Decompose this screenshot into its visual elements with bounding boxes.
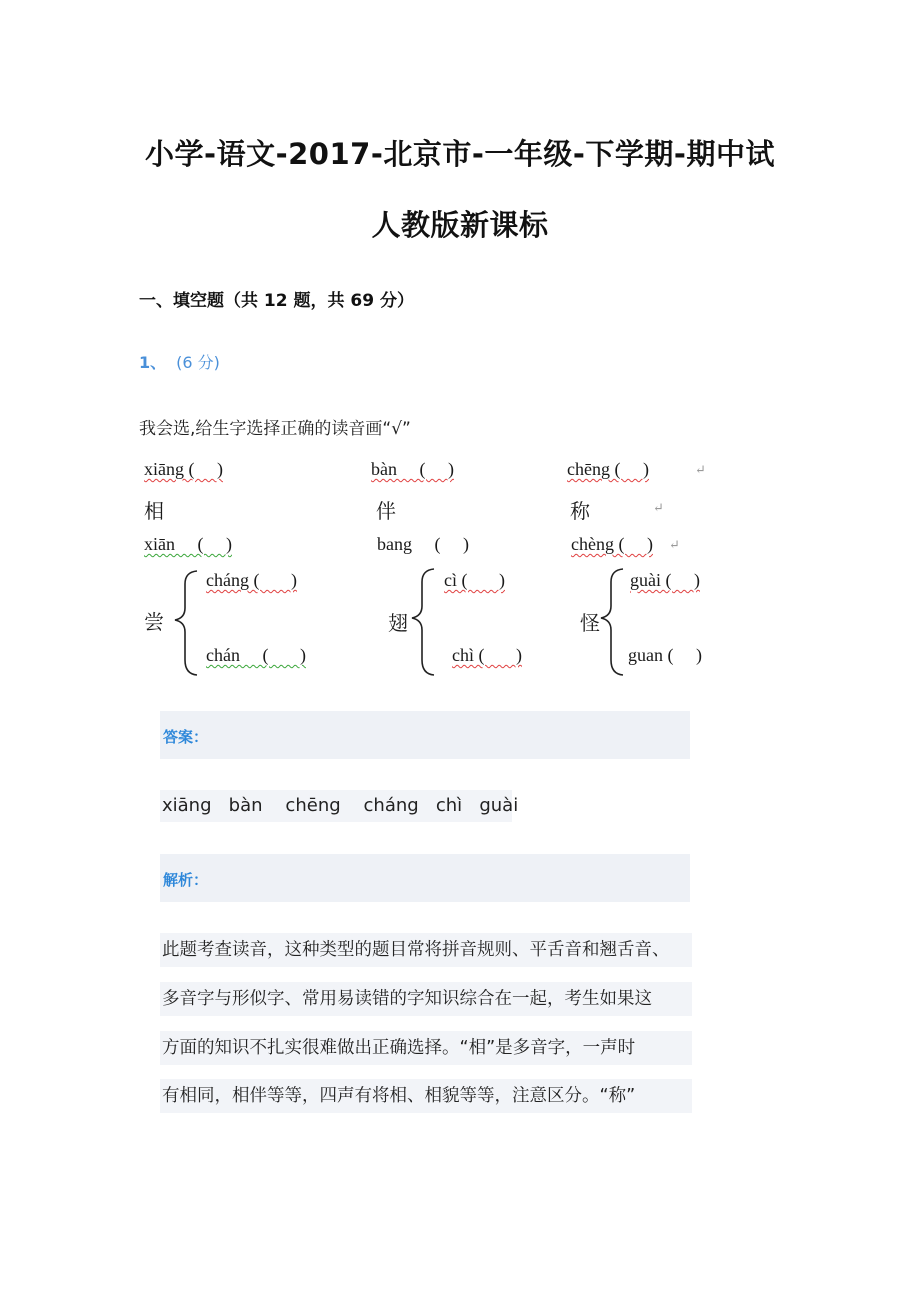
option-guan: guan ( ) — [628, 645, 702, 665]
option-ci4: cì ( ) — [444, 570, 505, 590]
char-chang: 尝 — [144, 610, 164, 634]
page-title-line-1: 小学-语文-2017-北京市-一年级-下学期-期中试 — [145, 137, 775, 171]
char-chi: 翅 — [388, 611, 408, 635]
char-ban: 伴 — [376, 499, 396, 523]
pinyin-exercise-figure — [139, 450, 739, 685]
question-header — [139, 350, 220, 373]
paragraph-mark: ↵ — [669, 537, 680, 552]
analysis-line-3: 方面的知识不扎实很难做出正确选择。“相”是多音字，一声时 — [160, 1031, 692, 1065]
char-xiang: 相 — [144, 499, 164, 523]
answer-header — [160, 711, 690, 759]
option-bang: bang ( ) — [377, 534, 469, 554]
char-cheng: 称 — [570, 499, 590, 523]
answer-label: 答案： — [163, 728, 209, 746]
page-title-line-2: 人教版新课标 — [371, 208, 549, 242]
option-ban4: bàn ( ) — [371, 459, 454, 479]
question-number: 1、 — [139, 353, 167, 372]
option-xian1: xiān ( ) — [144, 534, 232, 554]
question-score: (6 分) — [176, 353, 220, 372]
analysis-label: 解析： — [163, 871, 209, 889]
analysis-line-4: 有相同，相伴等等，四声有将相、相貌等等，注意区分。“称” — [160, 1079, 692, 1113]
option-cheng1: chēng ( ) — [567, 459, 649, 479]
paragraph-mark: ↵ — [653, 500, 664, 515]
option-chan2: chán ( ) — [206, 645, 306, 665]
paragraph-mark: ↵ — [695, 462, 706, 477]
option-cheng4: chèng ( ) — [571, 534, 653, 554]
answer-text: xiāng bàn chēng cháng chì guài — [160, 790, 512, 822]
question-prompt: 我会选,给生字选择正确的读音画“√” — [139, 419, 411, 439]
char-guai: 怪 — [580, 611, 600, 635]
option-guai4: guài ( ) — [630, 570, 700, 590]
option-xiang1: xiāng ( ) — [144, 459, 223, 479]
section-heading: 一、填空题（共 12 题，共 69 分） — [139, 291, 414, 311]
option-chang2: cháng ( ) — [206, 570, 297, 590]
analysis-line-1: 此题考查读音，这种类型的题目常将拼音规则、平舌音和翘舌音、 — [160, 933, 692, 967]
analysis-header — [160, 854, 690, 902]
option-chi4: chì ( ) — [452, 645, 522, 665]
analysis-line-2: 多音字与形似字、常用易读错的字知识综合在一起，考生如果这 — [160, 982, 692, 1016]
